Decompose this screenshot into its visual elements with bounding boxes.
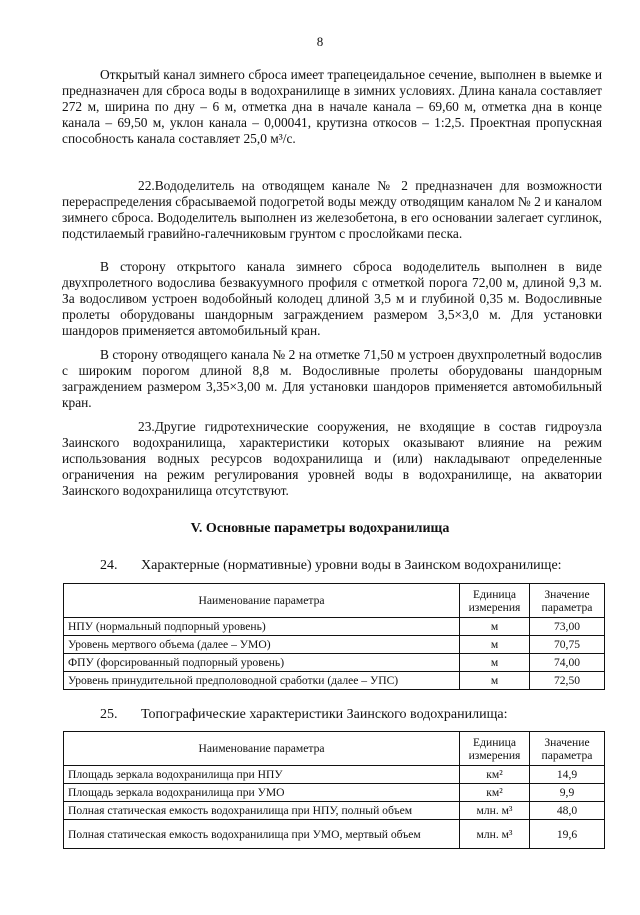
paragraph-23 bbox=[62, 419, 602, 499]
caption-number: 24. bbox=[100, 558, 118, 573]
cell-value: 9,9 bbox=[530, 784, 605, 802]
table-2-caption bbox=[100, 707, 508, 723]
cell-parameter-name: НПУ (нормальный подпорный уровень) bbox=[64, 618, 460, 636]
header-value: Значение параметра bbox=[530, 732, 605, 766]
cell-unit: м bbox=[460, 654, 530, 672]
cell-unit: м bbox=[460, 618, 530, 636]
cell-unit: м bbox=[460, 636, 530, 654]
caption-text: Топографические характеристики Заинского водохранилища: bbox=[141, 707, 508, 722]
cell-value: 48,0 bbox=[530, 802, 605, 820]
cell-value: 14,9 bbox=[530, 766, 605, 784]
header-parameter-name: Наименование параметра bbox=[64, 584, 460, 618]
table-1-caption bbox=[100, 558, 562, 574]
cell-unit: км² bbox=[460, 766, 530, 784]
cell-parameter-name: Площадь зеркала водохранилища при УМО bbox=[64, 784, 460, 802]
table-row bbox=[64, 672, 605, 690]
cell-value: 74,00 bbox=[530, 654, 605, 672]
header-unit: Единица измерения bbox=[460, 732, 530, 766]
paragraph-22 bbox=[62, 178, 602, 242]
topographic-table bbox=[63, 731, 605, 849]
caption-number: 25. bbox=[100, 707, 118, 722]
caption-text: Характерные (нормативные) уровни воды в Заинском водохранилище: bbox=[141, 558, 562, 573]
paragraph-text: Другие гидротехнические сооружения, не входящие в состав гидроузла Заинского водохранилища, характеристики которых оказывают влияние на режим использования водных ресурсов водохранилища и (или) накладывают определенные ограничения на режим регулирования уровней воды в водохранилище, на акватории Заинского водохранилища отсутствуют. bbox=[62, 419, 602, 498]
cell-value: 19,6 bbox=[530, 820, 605, 849]
cell-value: 70,75 bbox=[530, 636, 605, 654]
paragraph-number: 23. bbox=[138, 419, 155, 434]
section-heading: V. Основные параметры водохранилища bbox=[190, 521, 450, 536]
table-row bbox=[64, 636, 605, 654]
paragraph-text: Вододелитель на отводящем канале № 2 предназначен для возможности перераспределения сбрасываемой подогретой воды между отводящим каналом № 2 и каналом зимнего сброса. Вододелитель выполнен из железобетона, в его основании залегает суглинок, подстилаемый гравийно-галечниковым грунтом с прослойками песка. bbox=[62, 178, 602, 241]
paragraph-number: 22. bbox=[138, 178, 155, 193]
table-row bbox=[64, 820, 605, 849]
paragraph-spillway-winter: В сторону открытого канала зимнего сброса вододелитель выполнен в виде двухпролетного водослива безвакуумного профиля с отметкой порога 72,00 м, длиной 9,3 м. За водосливом устроен водобойный колодец длиной 3,5 м и глубиной 0,35 м. Водосливные пролеты оборудованы шандорным заграждением размером 3,5×3,0 м. Для установки шандоров применяется автомобильный кран. bbox=[62, 259, 602, 338]
cell-parameter-name: Уровень мертвого объема (далее – УМО) bbox=[64, 636, 460, 654]
table-row bbox=[64, 618, 605, 636]
cell-unit: м bbox=[460, 672, 530, 690]
table-header-row bbox=[64, 584, 605, 618]
water-levels-table bbox=[63, 583, 605, 690]
cell-parameter-name: Полная статическая емкость водохранилища при НПУ, полный объем bbox=[64, 802, 460, 820]
table-header-row bbox=[64, 732, 605, 766]
table-row bbox=[64, 802, 605, 820]
table-row bbox=[64, 654, 605, 672]
table-row bbox=[64, 784, 605, 802]
header-unit: Единица измерения bbox=[460, 584, 530, 618]
cell-parameter-name: Площадь зеркала водохранилища при НПУ bbox=[64, 766, 460, 784]
paragraph-spillway-channel-2: В сторону отводящего канала № 2 на отметке 71,50 м устроен двухпролетный водослив с широким порогом длиной 8,8 м. Водосливные пролеты оборудованы шандорным заграждением размером 3,35×3,00 м. Для установки шандоров применяется автомобильный кран. bbox=[62, 347, 602, 410]
cell-unit: млн. м³ bbox=[460, 820, 530, 849]
cell-value: 72,50 bbox=[530, 672, 605, 690]
paragraph-winter-channel: Открытый канал зимнего сброса имеет трапецеидальное сечение, выполнен в выемке и предназначен для сброса воды в водохранилище в зимних условиях. Длина канала составляет 272 м, ширина по дну – 6 м, отметка дна в начале канала – 69,60 м, отметка дна в конце канала – 69,50 м, уклон канала – 0,00041, крутизна откосов – 1:2,5. Проектная пропускная способность канала составляет 25,0 м³/с. bbox=[62, 67, 602, 146]
cell-unit: млн. м³ bbox=[460, 802, 530, 820]
cell-value: 73,00 bbox=[530, 618, 605, 636]
header-parameter-name: Наименование параметра bbox=[64, 732, 460, 766]
table-row bbox=[64, 766, 605, 784]
cell-unit: км² bbox=[460, 784, 530, 802]
cell-parameter-name: Полная статическая емкость водохранилища при УМО, мертвый объем bbox=[64, 820, 460, 849]
cell-parameter-name: Уровень принудительной предполоводной сработки (далее – УПС) bbox=[64, 672, 460, 690]
cell-parameter-name: ФПУ (форсированный подпорный уровень) bbox=[64, 654, 460, 672]
page-number: 8 bbox=[316, 34, 324, 49]
header-value: Значение параметра bbox=[530, 584, 605, 618]
